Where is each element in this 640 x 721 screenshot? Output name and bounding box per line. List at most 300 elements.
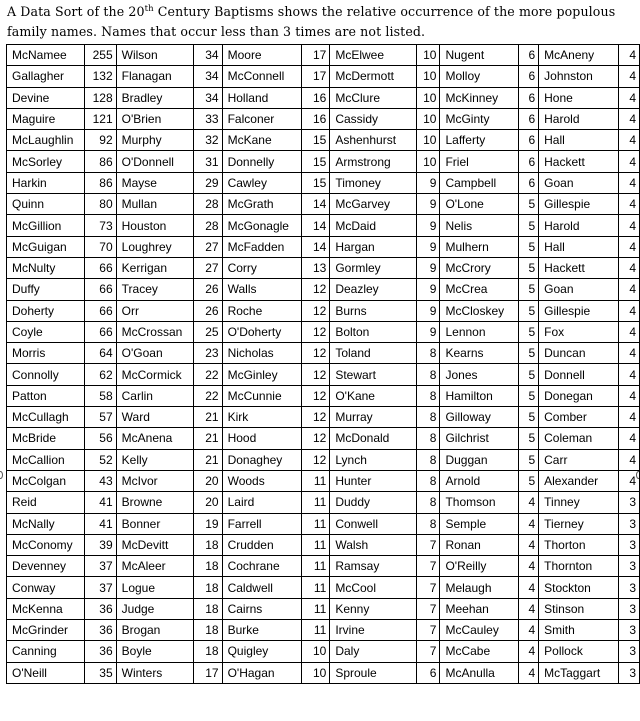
table-row <box>7 194 640 215</box>
count-cell: 6 <box>519 172 539 193</box>
table-row <box>7 66 640 87</box>
surname-cell: Canning <box>7 641 85 662</box>
count-cell: 132 <box>85 66 116 87</box>
count-cell: 5 <box>519 257 539 278</box>
count-cell: 6 <box>519 108 539 129</box>
surname-cell: Hall <box>539 236 619 257</box>
count-cell: 4 <box>619 66 640 87</box>
count-cell: 57 <box>85 407 116 428</box>
count-cell: 18 <box>194 598 222 619</box>
count-cell: 11 <box>301 470 329 491</box>
surname-cell: Hargan <box>330 236 417 257</box>
count-cell: 86 <box>85 151 116 172</box>
count-cell: 4 <box>619 449 640 470</box>
count-cell: 34 <box>194 66 222 87</box>
count-cell: 18 <box>194 534 222 555</box>
count-cell: 34 <box>194 45 222 66</box>
surname-cell: Maguire <box>7 108 85 129</box>
count-cell: 3 <box>619 556 640 577</box>
surname-cell: McCallion <box>7 449 85 470</box>
count-cell: 9 <box>417 321 440 342</box>
table-row <box>7 470 640 491</box>
count-cell: 4 <box>619 257 640 278</box>
surname-cell: Crudden <box>222 534 301 555</box>
surname-cell: McGillion <box>7 215 85 236</box>
surname-cell: McLaughlin <box>7 130 85 151</box>
surname-cell: Mayse <box>116 172 194 193</box>
surname-cell: Conway <box>7 577 85 598</box>
surname-cell: Friel <box>440 151 519 172</box>
count-cell: 9 <box>417 236 440 257</box>
count-cell: 32 <box>194 130 222 151</box>
count-cell: 7 <box>417 598 440 619</box>
count-cell: 12 <box>301 279 329 300</box>
count-cell: 19 <box>194 513 222 534</box>
count-cell: 4 <box>619 87 640 108</box>
count-cell: 3 <box>619 662 640 683</box>
surname-cell: Cawley <box>222 172 301 193</box>
count-cell: 5 <box>519 300 539 321</box>
surname-cell: Hunter <box>330 470 417 491</box>
count-cell: 4 <box>619 215 640 236</box>
count-cell: 86 <box>85 172 116 193</box>
surname-cell: McAnulla <box>440 662 519 683</box>
surname-cell: McIvor <box>116 470 194 491</box>
surname-cell: Stinson <box>539 598 619 619</box>
surname-cell: Arnold <box>440 470 519 491</box>
count-cell: 5 <box>519 236 539 257</box>
surname-cell: Ronan <box>440 534 519 555</box>
count-cell: 18 <box>194 556 222 577</box>
surname-cell: Gormley <box>330 257 417 278</box>
count-cell: 6 <box>519 151 539 172</box>
surname-cell: O'Hagan <box>222 662 301 683</box>
surname-cell: Harold <box>539 108 619 129</box>
surname-cell: Lafferty <box>440 130 519 151</box>
count-cell: 23 <box>194 343 222 364</box>
surname-cell: Mullan <box>116 194 194 215</box>
table-row <box>7 598 640 619</box>
count-cell: 26 <box>194 300 222 321</box>
surname-cell: McCullagh <box>7 407 85 428</box>
count-cell: 66 <box>85 300 116 321</box>
table-row <box>7 151 640 172</box>
count-cell: 37 <box>85 577 116 598</box>
surname-cell: O'Lone <box>440 194 519 215</box>
count-cell: 4 <box>519 513 539 534</box>
count-cell: 66 <box>85 321 116 342</box>
surname-cell: Reid <box>7 492 85 513</box>
surname-cell: Ramsay <box>330 556 417 577</box>
surname-cell: Mulhern <box>440 236 519 257</box>
count-cell: 3 <box>619 492 640 513</box>
count-cell: 5 <box>519 215 539 236</box>
count-cell: 14 <box>301 236 329 257</box>
surname-cell: Thorton <box>539 534 619 555</box>
count-cell: 4 <box>619 428 640 449</box>
surname-cell: Tierney <box>539 513 619 534</box>
surname-cell: Kerrigan <box>116 257 194 278</box>
surname-cell: Brogan <box>116 620 194 641</box>
surname-cell: Flanagan <box>116 66 194 87</box>
surname-cell: Carr <box>539 449 619 470</box>
count-cell: 16 <box>301 87 329 108</box>
surname-cell: McNamee <box>7 45 85 66</box>
surname-cell: McElwee <box>330 45 417 66</box>
count-cell: 11 <box>301 513 329 534</box>
count-cell: 18 <box>194 620 222 641</box>
surname-cell: McNally <box>7 513 85 534</box>
surname-cell: Connolly <box>7 364 85 385</box>
count-cell: 6 <box>519 66 539 87</box>
table-row <box>7 407 640 428</box>
surname-table-body <box>7 45 640 684</box>
count-cell: 29 <box>194 172 222 193</box>
surname-cell: Woods <box>222 470 301 491</box>
count-cell: 4 <box>519 598 539 619</box>
surname-cell: Johnston <box>539 66 619 87</box>
count-cell: 4 <box>619 321 640 342</box>
surname-cell: McGarvey <box>330 194 417 215</box>
count-cell: 3 <box>619 513 640 534</box>
surname-cell: O'Doherty <box>222 321 301 342</box>
count-cell: 56 <box>85 428 116 449</box>
surname-cell: Kirk <box>222 407 301 428</box>
count-cell: 18 <box>194 641 222 662</box>
surname-cell: McSorley <box>7 151 85 172</box>
table-row <box>7 130 640 151</box>
count-cell: 3 <box>619 641 640 662</box>
surname-cell: Patton <box>7 385 85 406</box>
surname-cell: Houston <box>116 215 194 236</box>
surname-cell: Holland <box>222 87 301 108</box>
count-cell: 121 <box>85 108 116 129</box>
surname-cell: Goan <box>539 172 619 193</box>
count-cell: 4 <box>619 151 640 172</box>
surname-cell: Harold <box>539 215 619 236</box>
count-cell: 7 <box>417 620 440 641</box>
count-cell: 12 <box>301 449 329 470</box>
surname-cell: Carlin <box>116 385 194 406</box>
count-cell: 3 <box>619 598 640 619</box>
count-cell: 21 <box>194 449 222 470</box>
table-row <box>7 449 640 470</box>
surname-cell: Meehan <box>440 598 519 619</box>
surname-cell: Conwell <box>330 513 417 534</box>
surname-cell: Molloy <box>440 66 519 87</box>
count-cell: 10 <box>417 130 440 151</box>
intro-ordinal-suffix: th <box>144 4 154 14</box>
surname-cell: McColgan <box>7 470 85 491</box>
table-row <box>7 257 640 278</box>
count-cell: 5 <box>519 364 539 385</box>
count-cell: 10 <box>417 66 440 87</box>
surname-cell: Alexander <box>539 470 619 491</box>
table-row <box>7 492 640 513</box>
count-cell: 5 <box>519 194 539 215</box>
surname-cell: Harkin <box>7 172 85 193</box>
count-cell: 4 <box>519 662 539 683</box>
count-cell: 35 <box>85 662 116 683</box>
surname-cell: Coleman <box>539 428 619 449</box>
count-cell: 10 <box>417 151 440 172</box>
surname-cell: Nicholas <box>222 343 301 364</box>
count-cell: 17 <box>301 66 329 87</box>
intro-text-start: A Data Sort of the 20 <box>7 4 145 19</box>
count-cell: 21 <box>194 407 222 428</box>
count-cell: 11 <box>301 556 329 577</box>
count-cell: 11 <box>301 492 329 513</box>
count-cell: 9 <box>417 194 440 215</box>
surname-cell: McCabe <box>440 641 519 662</box>
count-cell: 12 <box>301 407 329 428</box>
count-cell: 36 <box>85 641 116 662</box>
table-row <box>7 385 640 406</box>
surname-cell: Gilloway <box>440 407 519 428</box>
surname-cell: Duggan <box>440 449 519 470</box>
count-cell: 4 <box>619 108 640 129</box>
table-row <box>7 556 640 577</box>
count-cell: 28 <box>194 215 222 236</box>
count-cell: 4 <box>519 556 539 577</box>
surname-cell: Devenney <box>7 556 85 577</box>
count-cell: 4 <box>519 492 539 513</box>
count-cell: 80 <box>85 194 116 215</box>
surname-cell: Winters <box>116 662 194 683</box>
surname-cell: Stewart <box>330 364 417 385</box>
count-cell: 255 <box>85 45 116 66</box>
count-cell: 12 <box>301 428 329 449</box>
table-row <box>7 300 640 321</box>
count-cell: 9 <box>417 300 440 321</box>
count-cell: 28 <box>194 194 222 215</box>
table-row <box>7 45 640 66</box>
surname-cell: Farrell <box>222 513 301 534</box>
surname-cell: Cairns <box>222 598 301 619</box>
surname-cell: Ashenhurst <box>330 130 417 151</box>
count-cell: 4 <box>619 194 640 215</box>
surname-cell: Logue <box>116 577 194 598</box>
surname-cell: McCormick <box>116 364 194 385</box>
count-cell: 4 <box>619 172 640 193</box>
count-cell: 14 <box>301 194 329 215</box>
count-cell: 9 <box>417 215 440 236</box>
surname-cell: Hamilton <box>440 385 519 406</box>
surname-cell: McDevitt <box>116 534 194 555</box>
count-cell: 4 <box>619 236 640 257</box>
table-row <box>7 662 640 683</box>
count-cell: 20 <box>194 492 222 513</box>
count-cell: 4 <box>619 470 640 491</box>
count-cell: 17 <box>194 662 222 683</box>
surname-cell: Nugent <box>440 45 519 66</box>
surname-cell: McCrea <box>440 279 519 300</box>
count-cell: 33 <box>194 108 222 129</box>
surname-cell: Donegan <box>539 385 619 406</box>
surname-cell: Nelis <box>440 215 519 236</box>
count-cell: 7 <box>417 577 440 598</box>
count-cell: 15 <box>301 172 329 193</box>
surname-cell: Duddy <box>330 492 417 513</box>
surname-cell: Duncan <box>539 343 619 364</box>
surname-cell: McBride <box>7 428 85 449</box>
table-row <box>7 108 640 129</box>
count-cell: 15 <box>301 151 329 172</box>
table-row <box>7 577 640 598</box>
surname-cell: Hackett <box>539 151 619 172</box>
surname-cell: Hall <box>539 130 619 151</box>
surname-cell: O'Reilly <box>440 556 519 577</box>
count-cell: 11 <box>301 577 329 598</box>
count-cell: 39 <box>85 534 116 555</box>
table-row <box>7 428 640 449</box>
count-cell: 27 <box>194 236 222 257</box>
count-cell: 66 <box>85 279 116 300</box>
count-cell: 8 <box>417 470 440 491</box>
count-cell: 12 <box>301 364 329 385</box>
count-cell: 52 <box>85 449 116 470</box>
surname-cell: McCauley <box>440 620 519 641</box>
count-cell: 6 <box>519 130 539 151</box>
count-cell: 31 <box>194 151 222 172</box>
count-cell: 4 <box>619 407 640 428</box>
count-cell: 4 <box>619 364 640 385</box>
table-row <box>7 236 640 257</box>
count-cell: 5 <box>519 428 539 449</box>
table-row <box>7 172 640 193</box>
count-cell: 37 <box>85 556 116 577</box>
surname-cell: Laird <box>222 492 301 513</box>
surname-cell: McClure <box>330 87 417 108</box>
count-cell: 6 <box>417 662 440 683</box>
count-cell: 4 <box>519 534 539 555</box>
surname-cell: McDaid <box>330 215 417 236</box>
surname-cell: Deazley <box>330 279 417 300</box>
surname-cell: Bolton <box>330 321 417 342</box>
surname-cell: Stockton <box>539 577 619 598</box>
surname-cell: Hone <box>539 87 619 108</box>
table-row <box>7 364 640 385</box>
surname-cell: Goan <box>539 279 619 300</box>
surname-cell: Falconer <box>222 108 301 129</box>
count-cell: 8 <box>417 343 440 364</box>
surname-cell: McDonald <box>330 428 417 449</box>
surname-cell: O'Kane <box>330 385 417 406</box>
count-cell: 11 <box>301 620 329 641</box>
count-cell: 66 <box>85 257 116 278</box>
count-cell: 8 <box>417 492 440 513</box>
count-cell: 6 <box>519 45 539 66</box>
table-row <box>7 279 640 300</box>
count-cell: 4 <box>519 577 539 598</box>
surname-cell: Roche <box>222 300 301 321</box>
surname-cell: Boyle <box>116 641 194 662</box>
surname-cell: Gillespie <box>539 194 619 215</box>
surname-cell: McCool <box>330 577 417 598</box>
surname-cell: Murphy <box>116 130 194 151</box>
count-cell: 128 <box>85 87 116 108</box>
surname-cell: Melaugh <box>440 577 519 598</box>
surname-cell: Lynch <box>330 449 417 470</box>
surname-cell: McDermott <box>330 66 417 87</box>
surname-cell: Loughrey <box>116 236 194 257</box>
count-cell: 4 <box>619 343 640 364</box>
count-cell: 10 <box>417 87 440 108</box>
surname-cell: Semple <box>440 513 519 534</box>
count-cell: 5 <box>519 279 539 300</box>
surname-cell: McGrinder <box>7 620 85 641</box>
count-cell: 8 <box>417 385 440 406</box>
surname-cell: Daly <box>330 641 417 662</box>
count-cell: 36 <box>85 598 116 619</box>
surname-cell: McKinney <box>440 87 519 108</box>
count-cell: 36 <box>85 620 116 641</box>
count-cell: 15 <box>301 130 329 151</box>
count-cell: 41 <box>85 492 116 513</box>
surname-cell: Fox <box>539 321 619 342</box>
count-cell: 41 <box>85 513 116 534</box>
surname-cell: Walsh <box>330 534 417 555</box>
table-row <box>7 641 640 662</box>
surname-cell: Caldwell <box>222 577 301 598</box>
surname-cell: Burns <box>330 300 417 321</box>
surname-cell: Jones <box>440 364 519 385</box>
count-cell: 11 <box>301 534 329 555</box>
count-cell: 9 <box>417 172 440 193</box>
count-cell: 22 <box>194 364 222 385</box>
surname-cell: McNulty <box>7 257 85 278</box>
surname-cell: McCunnie <box>222 385 301 406</box>
surname-cell: Hackett <box>539 257 619 278</box>
count-cell: 8 <box>417 407 440 428</box>
count-cell: 62 <box>85 364 116 385</box>
count-cell: 18 <box>194 577 222 598</box>
count-cell: 58 <box>85 385 116 406</box>
surname-cell: McAneny <box>539 45 619 66</box>
surname-cell: Timoney <box>330 172 417 193</box>
count-cell: 4 <box>619 385 640 406</box>
surname-cell: McConomy <box>7 534 85 555</box>
count-cell: 27 <box>194 257 222 278</box>
surname-cell: Devine <box>7 87 85 108</box>
count-cell: 6 <box>519 87 539 108</box>
surname-cell: Gillespie <box>539 300 619 321</box>
surname-cell: Morris <box>7 343 85 364</box>
surname-cell: Armstrong <box>330 151 417 172</box>
surname-cell: Cochrane <box>222 556 301 577</box>
count-cell: 92 <box>85 130 116 151</box>
surname-cell: Murray <box>330 407 417 428</box>
left-margin-mark <box>0 471 3 479</box>
count-cell: 8 <box>417 428 440 449</box>
count-cell: 7 <box>417 534 440 555</box>
surname-cell: Browne <box>116 492 194 513</box>
surname-cell: Hood <box>222 428 301 449</box>
count-cell: 4 <box>519 641 539 662</box>
surname-cell: Tracey <box>116 279 194 300</box>
surname-frequency-table <box>6 44 640 684</box>
surname-cell: Lennon <box>440 321 519 342</box>
surname-cell: Comber <box>539 407 619 428</box>
surname-cell: Judge <box>116 598 194 619</box>
count-cell: 4 <box>619 300 640 321</box>
table-row <box>7 534 640 555</box>
count-cell: 12 <box>301 343 329 364</box>
count-cell: 8 <box>417 449 440 470</box>
surname-cell: McGuigan <box>7 236 85 257</box>
surname-cell: Kearns <box>440 343 519 364</box>
surname-cell: Gallagher <box>7 66 85 87</box>
